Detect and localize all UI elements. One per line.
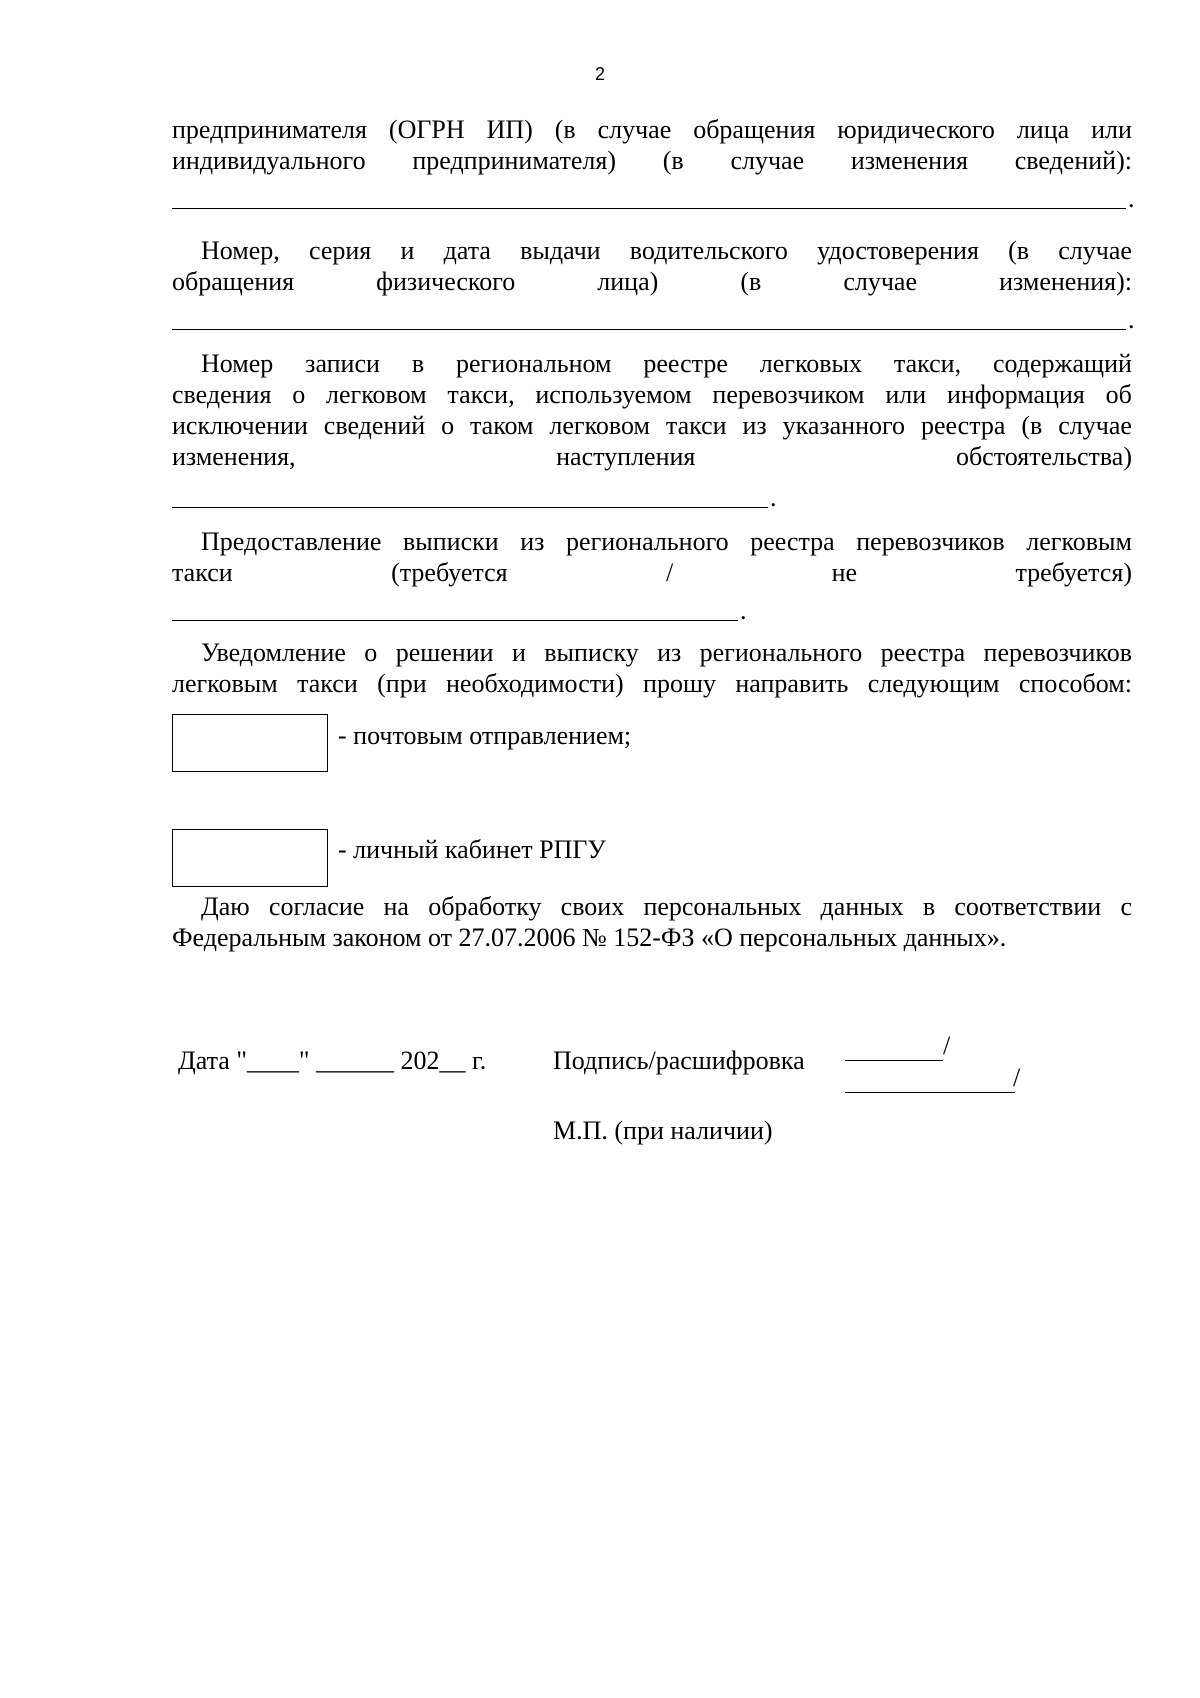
signature-line[interactable] xyxy=(845,1059,943,1061)
ogrnip-field-line[interactable] xyxy=(172,207,1126,209)
word: юридического xyxy=(837,115,995,144)
text-line xyxy=(172,891,1132,922)
signature-slash: / xyxy=(943,1031,951,1060)
word: указанного xyxy=(782,411,906,440)
text-line xyxy=(172,410,1132,441)
word: (при xyxy=(377,669,427,698)
word: решении xyxy=(395,638,494,667)
cabinet-option-label: - личный кабинет РПГУ xyxy=(338,835,606,864)
word: (в xyxy=(662,146,684,175)
word: (в xyxy=(740,267,762,296)
registry-field-line[interactable] xyxy=(172,506,768,508)
word: или xyxy=(885,380,927,409)
word: такси xyxy=(665,411,727,440)
word: прошу xyxy=(643,669,716,698)
word: случае xyxy=(597,115,672,144)
word: выписки xyxy=(403,527,499,556)
word: о xyxy=(441,411,455,440)
word: предпринимателя) xyxy=(412,146,616,175)
word: обращения xyxy=(693,115,816,144)
word: реестре xyxy=(643,349,728,378)
word: такси, xyxy=(893,349,962,378)
word: легковым xyxy=(172,669,278,698)
word: Предоставление xyxy=(201,527,382,556)
word: ИП) xyxy=(486,115,533,144)
word: реестра xyxy=(920,411,1006,440)
word: о xyxy=(292,380,306,409)
word: не xyxy=(831,558,858,587)
text-line: Федеральным законом от 27.07.2006 № 152-ФЗ «О персональных данных». xyxy=(172,923,1007,952)
word: согласие xyxy=(268,892,365,921)
end-mark: . xyxy=(740,596,747,625)
word: серия xyxy=(308,236,372,265)
text-line xyxy=(172,557,1132,588)
ogrnip-paragraph xyxy=(172,114,1132,176)
word: изменения xyxy=(850,146,968,175)
word: используемом xyxy=(535,380,692,409)
word: региональном xyxy=(455,349,612,378)
word: и xyxy=(400,236,415,265)
word: такси xyxy=(297,669,358,698)
word: такси, xyxy=(447,380,515,409)
word: (в xyxy=(554,115,576,144)
word: изменения, xyxy=(172,442,296,471)
word: содержащий xyxy=(992,349,1132,378)
word: / xyxy=(665,558,674,587)
word: перевозчиков xyxy=(983,638,1132,667)
mail-checkbox[interactable] xyxy=(172,714,328,772)
word: случае xyxy=(730,146,805,175)
cabinet-checkbox[interactable] xyxy=(172,829,328,887)
word: требуется) xyxy=(1015,558,1132,587)
word: сведения xyxy=(172,380,272,409)
word: регионального xyxy=(566,527,729,556)
end-mark: . xyxy=(1128,305,1135,334)
text-line xyxy=(172,145,1132,176)
word: (требуется xyxy=(391,558,508,587)
word: случае xyxy=(1058,236,1132,265)
word: физического xyxy=(376,267,516,296)
word: (в xyxy=(1021,411,1043,440)
word: с xyxy=(1120,892,1132,921)
word: способом: xyxy=(1018,669,1132,698)
word: на xyxy=(383,892,409,921)
word: Номер, xyxy=(201,236,280,265)
word: реестра xyxy=(750,527,835,556)
text-line xyxy=(172,348,1132,379)
word: своих xyxy=(560,892,625,921)
word: следующим xyxy=(867,669,1000,698)
word: случае xyxy=(843,267,918,296)
word: регионального xyxy=(699,638,863,667)
word: (ОГРН xyxy=(388,115,465,144)
decoding-slash: / xyxy=(1013,1063,1021,1092)
word: реестра xyxy=(880,638,966,667)
word: такси xyxy=(172,558,233,587)
notification-paragraph xyxy=(172,637,1132,699)
stamp-note: М.П. (при наличии) xyxy=(553,1116,773,1145)
signature-label: Подпись/расшифровка xyxy=(553,1046,805,1075)
word: наступления xyxy=(556,442,696,471)
page-number: 2 xyxy=(594,64,605,84)
word: необходимости) xyxy=(446,669,624,698)
end-mark: . xyxy=(770,483,777,512)
text-line xyxy=(172,668,1132,699)
decoding-line[interactable] xyxy=(845,1091,1015,1093)
text-line xyxy=(172,266,1132,297)
text-line xyxy=(172,637,1132,668)
date-field: Дата "____" ______ 202__ г. xyxy=(178,1046,487,1075)
extract-paragraph xyxy=(172,526,1132,588)
word: о xyxy=(364,638,378,667)
word: сведений): xyxy=(1014,146,1132,175)
word: Даю xyxy=(201,892,250,921)
word: исключении xyxy=(172,411,308,440)
word: перевозчиков xyxy=(856,527,1005,556)
word: данных xyxy=(820,892,904,921)
word: из xyxy=(657,638,682,667)
word: лица xyxy=(1016,115,1070,144)
word: легковых xyxy=(759,349,863,378)
word: обращения xyxy=(172,267,295,296)
word: направить xyxy=(735,669,849,698)
word: записи xyxy=(305,349,380,378)
word: легковом xyxy=(549,411,650,440)
word: в xyxy=(411,349,425,378)
text-line xyxy=(172,235,1132,266)
license-field-line[interactable] xyxy=(172,328,1126,330)
word: удостоверения xyxy=(817,236,979,265)
text-line xyxy=(172,441,1132,472)
registry-paragraph xyxy=(172,348,1132,472)
end-mark: . xyxy=(1128,184,1135,213)
word: Номер xyxy=(201,349,274,378)
word: дата xyxy=(443,236,491,265)
word: и xyxy=(511,638,526,667)
word: соответствии xyxy=(954,892,1102,921)
word: сведений xyxy=(323,411,426,440)
word: изменения): xyxy=(999,267,1132,296)
word: обстоятельства) xyxy=(955,442,1132,471)
text-line xyxy=(172,526,1132,557)
word: из xyxy=(520,527,545,556)
word: предпринимателя xyxy=(172,115,367,144)
word: перевозчиком xyxy=(712,380,865,409)
word: таком xyxy=(470,411,534,440)
word: лица) xyxy=(597,267,659,296)
consent-paragraph xyxy=(172,891,1132,953)
word: обработку xyxy=(428,892,542,921)
word: об xyxy=(1105,380,1132,409)
word: легковом xyxy=(326,380,427,409)
mail-option-label: - почтовым отправлением; xyxy=(338,721,632,750)
word: информация xyxy=(946,380,1085,409)
word: персональных xyxy=(643,892,802,921)
word: выдачи xyxy=(520,236,601,265)
word: в xyxy=(922,892,936,921)
word: (в xyxy=(1008,236,1030,265)
text-line xyxy=(172,379,1132,410)
word: или xyxy=(1091,115,1132,144)
word: легковым xyxy=(1026,527,1132,556)
word: из xyxy=(742,411,767,440)
word: Уведомление xyxy=(201,638,346,667)
word: водительского xyxy=(629,236,788,265)
extract-field-line[interactable] xyxy=(172,619,738,621)
word: случае xyxy=(1058,411,1132,440)
word: выписку xyxy=(544,638,639,667)
text-line xyxy=(172,114,1132,145)
word: индивидуального xyxy=(172,146,366,175)
license-paragraph xyxy=(172,235,1132,297)
